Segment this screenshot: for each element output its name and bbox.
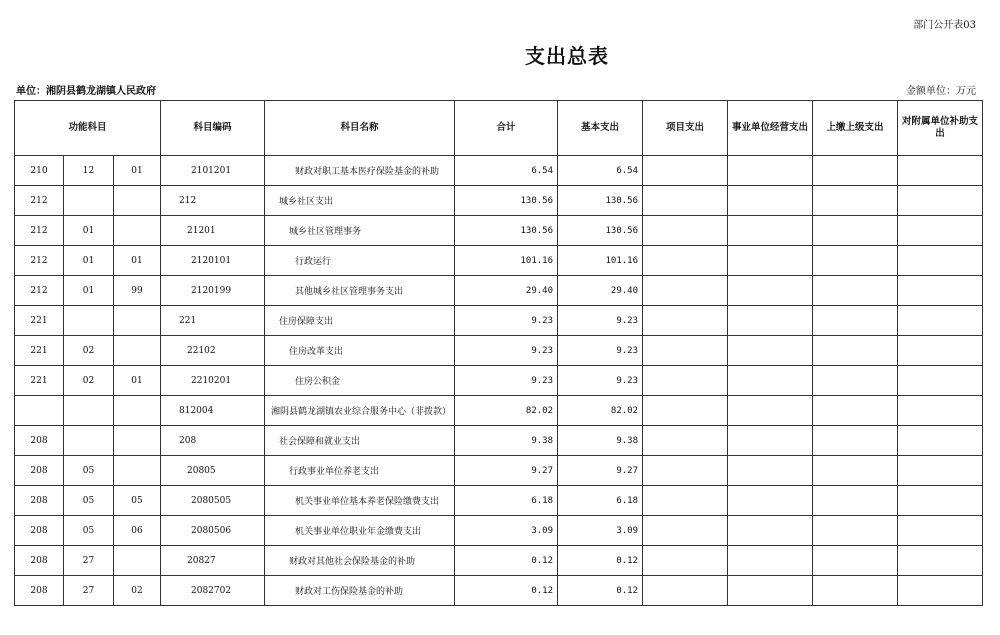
- func-item-cell: 06: [114, 516, 161, 546]
- remit-cell: [813, 336, 898, 366]
- func-section-cell: 05: [64, 486, 114, 516]
- func-item-cell: [114, 216, 161, 246]
- basic-cell: 9.27: [558, 456, 643, 486]
- subject-name-cell: 住房保障支出: [265, 306, 455, 336]
- project-cell: [643, 216, 728, 246]
- business-cell: [728, 306, 813, 336]
- subject-name-cell: 行政运行: [265, 246, 455, 276]
- basic-cell: 101.16: [558, 246, 643, 276]
- func-item-cell: [114, 336, 161, 366]
- subject-name-cell: 城乡社区支出: [265, 186, 455, 216]
- table-row: [15, 156, 983, 186]
- total-cell: 6.18: [455, 486, 558, 516]
- total-cell: 9.27: [455, 456, 558, 486]
- subsidy-cell: [898, 216, 983, 246]
- basic-cell: 0.12: [558, 546, 643, 576]
- func-section-cell: 27: [64, 576, 114, 606]
- func-class-cell: 208: [15, 486, 64, 516]
- subject-name-cell: 湘阴县鹤龙湖镇农业综合服务中心（非拨款）: [265, 396, 455, 426]
- table-row: [15, 456, 983, 486]
- subsidy-cell: [898, 546, 983, 576]
- func-section-cell: 02: [64, 366, 114, 396]
- amount-unit-label: 金额单位：万元: [906, 86, 976, 97]
- business-cell: [728, 336, 813, 366]
- func-section-cell: [64, 426, 114, 456]
- project-cell: [643, 426, 728, 456]
- basic-cell: 9.23: [558, 366, 643, 396]
- total-cell: 9.23: [455, 336, 558, 366]
- basic-cell: 6.54: [558, 156, 643, 186]
- header-total: 合计: [455, 101, 558, 156]
- func-section-cell: [64, 396, 114, 426]
- table-row: [15, 366, 983, 396]
- func-class-cell: 221: [15, 336, 64, 366]
- project-cell: [643, 576, 728, 606]
- func-item-cell: [114, 186, 161, 216]
- table-row: [15, 426, 983, 456]
- func-item-cell: 02: [114, 576, 161, 606]
- subject-name-cell: 财政对其他社会保险基金的补助: [265, 546, 455, 576]
- func-item-cell: 01: [114, 366, 161, 396]
- total-cell: 130.56: [455, 186, 558, 216]
- func-section-cell: 01: [64, 216, 114, 246]
- project-cell: [643, 516, 728, 546]
- table-row: [15, 336, 983, 366]
- business-cell: [728, 276, 813, 306]
- func-section-cell: 01: [64, 246, 114, 276]
- remit-cell: [813, 456, 898, 486]
- header-subject-code: 科目编码: [161, 101, 265, 156]
- total-cell: 3.09: [455, 516, 558, 546]
- total-cell: 9.23: [455, 306, 558, 336]
- subject-code-cell: 2120199: [161, 276, 265, 306]
- func-item-cell: [114, 546, 161, 576]
- func-class-cell: 221: [15, 366, 64, 396]
- subsidy-cell: [898, 156, 983, 186]
- func-section-cell: 01: [64, 276, 114, 306]
- total-cell: 6.54: [455, 156, 558, 186]
- subject-name-cell: 财政对职工基本医疗保险基金的补助: [265, 156, 455, 186]
- header-subject-name: 科目名称: [265, 101, 455, 156]
- project-cell: [643, 486, 728, 516]
- subject-name-cell: 行政事业单位养老支出: [265, 456, 455, 486]
- header-remit: 上缴上级支出: [813, 101, 898, 156]
- table-row: [15, 186, 983, 216]
- func-class-cell: 208: [15, 576, 64, 606]
- header-row: [15, 101, 983, 156]
- header-subsidy: 对附属单位补助支出: [898, 101, 983, 156]
- table-row: [15, 306, 983, 336]
- remit-cell: [813, 486, 898, 516]
- table-row: [15, 516, 983, 546]
- func-item-cell: [114, 426, 161, 456]
- subject-name-cell: 社会保障和就业支出: [265, 426, 455, 456]
- project-cell: [643, 276, 728, 306]
- total-cell: 0.12: [455, 576, 558, 606]
- subject-name-cell: 住房公积金: [265, 366, 455, 396]
- basic-cell: 9.23: [558, 336, 643, 366]
- expenditure-table: [14, 100, 983, 606]
- func-class-cell: 208: [15, 456, 64, 486]
- table-row: [15, 546, 983, 576]
- remit-cell: [813, 156, 898, 186]
- subsidy-cell: [898, 396, 983, 426]
- business-cell: [728, 426, 813, 456]
- project-cell: [643, 366, 728, 396]
- func-item-cell: 01: [114, 246, 161, 276]
- project-cell: [643, 546, 728, 576]
- header-func-subject: 功能科目: [15, 101, 161, 156]
- unit-label: 单位：湘阴县鹤龙湖镇人民政府: [16, 86, 156, 97]
- func-section-cell: [64, 306, 114, 336]
- func-item-cell: 99: [114, 276, 161, 306]
- subsidy-cell: [898, 516, 983, 546]
- header-business: 事业单位经营支出: [728, 101, 813, 156]
- total-cell: 130.56: [455, 216, 558, 246]
- business-cell: [728, 516, 813, 546]
- page-title: 支出总表: [525, 44, 609, 68]
- subject-code-cell: 2120101: [161, 246, 265, 276]
- subject-code-cell: 221: [161, 306, 265, 336]
- project-cell: [643, 306, 728, 336]
- project-cell: [643, 186, 728, 216]
- func-section-cell: 05: [64, 456, 114, 486]
- project-cell: [643, 336, 728, 366]
- subject-code-cell: 20805: [161, 456, 265, 486]
- func-item-cell: [114, 396, 161, 426]
- subject-code-cell: 20827: [161, 546, 265, 576]
- project-cell: [643, 456, 728, 486]
- table-row: [15, 396, 983, 426]
- subsidy-cell: [898, 366, 983, 396]
- basic-cell: 130.56: [558, 186, 643, 216]
- subject-code-cell: 2210201: [161, 366, 265, 396]
- subject-code-cell: 22102: [161, 336, 265, 366]
- basic-cell: 3.09: [558, 516, 643, 546]
- remit-cell: [813, 576, 898, 606]
- func-item-cell: [114, 456, 161, 486]
- subsidy-cell: [898, 576, 983, 606]
- business-cell: [728, 216, 813, 246]
- remit-cell: [813, 546, 898, 576]
- header-basic: 基本支出: [558, 101, 643, 156]
- business-cell: [728, 576, 813, 606]
- remit-cell: [813, 276, 898, 306]
- basic-cell: 130.56: [558, 216, 643, 246]
- business-cell: [728, 186, 813, 216]
- business-cell: [728, 546, 813, 576]
- total-cell: 9.38: [455, 426, 558, 456]
- basic-cell: 9.38: [558, 426, 643, 456]
- remit-cell: [813, 246, 898, 276]
- table-row: [15, 216, 983, 246]
- subject-name-cell: 城乡社区管理事务: [265, 216, 455, 246]
- func-section-cell: 02: [64, 336, 114, 366]
- subject-code-cell: 2101201: [161, 156, 265, 186]
- remit-cell: [813, 426, 898, 456]
- subject-name-cell: 住房改革支出: [265, 336, 455, 366]
- subsidy-cell: [898, 246, 983, 276]
- func-class-cell: 212: [15, 276, 64, 306]
- business-cell: [728, 156, 813, 186]
- func-item-cell: 01: [114, 156, 161, 186]
- func-section-cell: [64, 186, 114, 216]
- total-cell: 0.12: [455, 546, 558, 576]
- basic-cell: 6.18: [558, 486, 643, 516]
- subject-name-cell: 其他城乡社区管理事务支出: [265, 276, 455, 306]
- func-class-cell: 212: [15, 246, 64, 276]
- table-row: [15, 486, 983, 516]
- remit-cell: [813, 216, 898, 246]
- subsidy-cell: [898, 456, 983, 486]
- basic-cell: 0.12: [558, 576, 643, 606]
- func-class-cell: 208: [15, 546, 64, 576]
- basic-cell: 82.02: [558, 396, 643, 426]
- func-class-cell: [15, 396, 64, 426]
- func-class-cell: 221: [15, 306, 64, 336]
- total-cell: 29.40: [455, 276, 558, 306]
- table-row: [15, 276, 983, 306]
- basic-cell: 9.23: [558, 306, 643, 336]
- remit-cell: [813, 396, 898, 426]
- subsidy-cell: [898, 186, 983, 216]
- subject-code-cell: 208: [161, 426, 265, 456]
- header-project: 项目支出: [643, 101, 728, 156]
- subject-code-cell: 212: [161, 186, 265, 216]
- subject-name-cell: 机关事业单位基本养老保险缴费支出: [265, 486, 455, 516]
- subsidy-cell: [898, 276, 983, 306]
- func-class-cell: 212: [15, 186, 64, 216]
- business-cell: [728, 246, 813, 276]
- subsidy-cell: [898, 426, 983, 456]
- func-class-cell: 212: [15, 216, 64, 246]
- subsidy-cell: [898, 336, 983, 366]
- table-row: [15, 246, 983, 276]
- remit-cell: [813, 306, 898, 336]
- subsidy-cell: [898, 306, 983, 336]
- func-class-cell: 208: [15, 516, 64, 546]
- func-item-cell: 05: [114, 486, 161, 516]
- total-cell: 9.23: [455, 366, 558, 396]
- remit-cell: [813, 186, 898, 216]
- business-cell: [728, 366, 813, 396]
- remit-cell: [813, 366, 898, 396]
- project-cell: [643, 396, 728, 426]
- func-section-cell: 27: [64, 546, 114, 576]
- form-code: 部门公开表03: [913, 20, 976, 31]
- func-section-cell: 12: [64, 156, 114, 186]
- business-cell: [728, 486, 813, 516]
- subject-code-cell: 812004: [161, 396, 265, 426]
- table-row: [15, 576, 983, 606]
- subject-code-cell: 2080505: [161, 486, 265, 516]
- func-section-cell: 05: [64, 516, 114, 546]
- subject-code-cell: 2082702: [161, 576, 265, 606]
- func-class-cell: 208: [15, 426, 64, 456]
- subject-code-cell: 21201: [161, 216, 265, 246]
- total-cell: 82.02: [455, 396, 558, 426]
- subject-code-cell: 2080506: [161, 516, 265, 546]
- basic-cell: 29.40: [558, 276, 643, 306]
- project-cell: [643, 156, 728, 186]
- remit-cell: [813, 516, 898, 546]
- subject-name-cell: 机关事业单位职业年金缴费支出: [265, 516, 455, 546]
- business-cell: [728, 456, 813, 486]
- func-class-cell: 210: [15, 156, 64, 186]
- subject-name-cell: 财政对工伤保险基金的补助: [265, 576, 455, 606]
- subsidy-cell: [898, 486, 983, 516]
- total-cell: 101.16: [455, 246, 558, 276]
- business-cell: [728, 396, 813, 426]
- project-cell: [643, 246, 728, 276]
- func-item-cell: [114, 306, 161, 336]
